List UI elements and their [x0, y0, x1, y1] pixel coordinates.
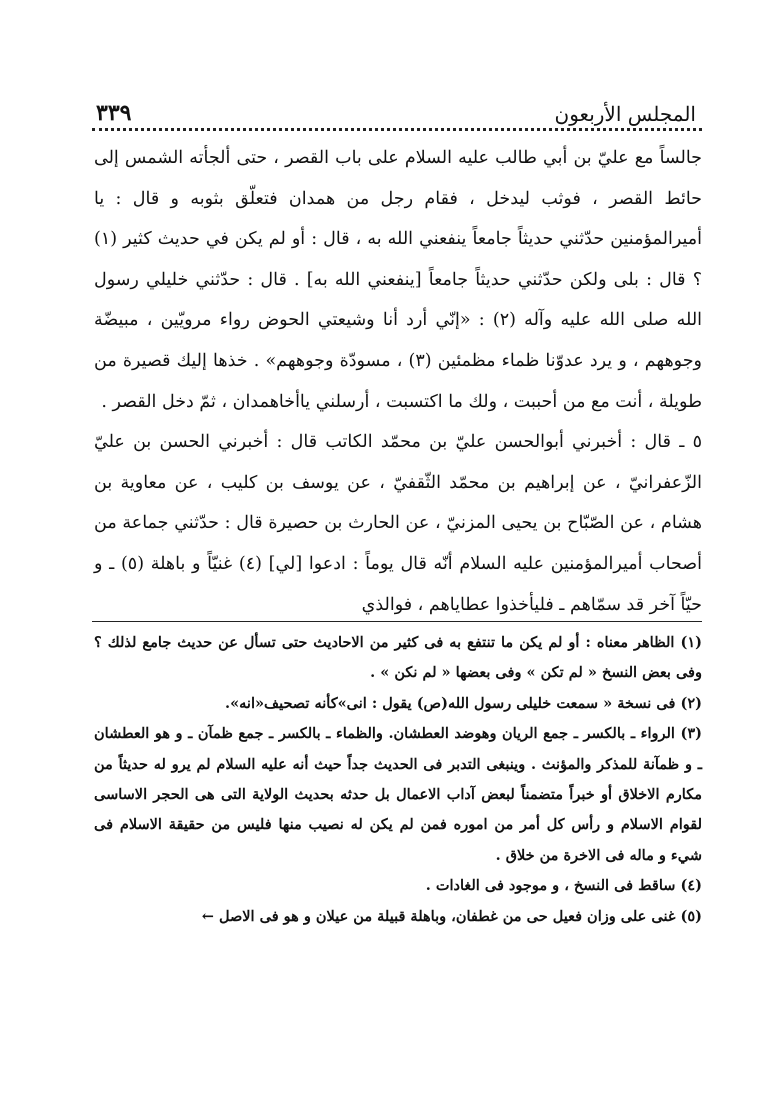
- page-number: ٣٣٩: [96, 100, 132, 126]
- body-paragraph: جالساً مع عليّ بن أبي طالب عليه السلام على باب القصر ، حتى ألجأته الشمس إلى حائط القصر ، فوثب ليدخل ، فقام رجل من همدان فتعلّق بثوبه و قال : يا أميرالمؤمنين حدّثني حديثاً جامعاً ينفعني الله به ، قال : أو لم يكن في حديث كثير (١) ؟ قال : بلى ولكن حدّثني حديثاً جامعاً [ينفعني الله به] . قال : حدّثني خليلي رسول الله صلى الله عليه وآله (٢) : «إنّي أرد أنا وشيعتي الحوض رواء مرويّين ، مبيضّة وجوههم ، و يرد عدوّنا ظماء مظمئين (٣) ، مسودّة وجوههم» . خذها إليك قصيرة من طويلة ، أنت مع من أحببت ، ولك ما اكتسبت ، أرسلني ياأخاهمدان ، ثمّ دخل القصر .: [94, 148, 703, 412]
- main-text: [94, 138, 702, 625]
- footnote: (٤) ساقط فى النسخ ، و موجود فى الغادات .: [425, 877, 702, 895]
- footnote: (٣) الرواء ـ بالكسر ـ جمع الريان وهوضد العطشان. والظماء ـ بالكسر ـ جمع ظمآن ـ و هو العطشان ـ و ظمآنة للمذكر والمؤنث . وينبغى التدبر فى الحديث جداً حيث أنه عليه السلام لم يرو له حديثاً من مكارم الاخلاق أو خبراً متضمناً لبعض آداب الاعمال بل حدثه بحديث الولاية التى هى الحجر الاساسى لقوام الاسلام و رأس كل أمر من اموره فمن لم يكن له نصيب منها فليس من حقيقة الاسلام فى شيء و ماله فى الاخرة من خلاق .: [94, 725, 702, 864]
- running-title: المجلس الأربعون: [554, 102, 696, 126]
- body-paragraph: ٥ ـ قال : أخبرني أبوالحسن عليّ بن محمّد الكاتب قال : أخبرني الحسن بن عليّ الزّعفرانيّ ، عن إبراهيم بن محمّد الثّقفيّ ، عن يوسف بن كليب ، عن معاوية بن هشام ، عن الصّبّاح بن يحيى المزنيّ ، عن الحارث بن حصيرة قال : حدّثني جماعة من أصحاب أميرالمؤمنين عليه السلام أنّه قال يوماً : ادعوا [لي] (٤) غنيّاً و باهلة (٥) ـ و حيّاً آخر قد سمّاهم ـ فليأخذوا عطاياهم ، فوالذي: [94, 432, 703, 615]
- footnotes: [94, 628, 702, 932]
- footnote: (٢) فى نسخة « سمعت خليلى رسول الله(ص) يقول : انى»كأنه تصحيف«انه».: [225, 694, 702, 712]
- footnote: (٥) غنى على وزان فعيل حى من غطفان، وباهلة قبيلة من عيلان و هو فى الاصل ←: [201, 907, 702, 925]
- footnote: (١) الظاهر معناه : أو لم يكن ما تنتفع به فى كثير من الاحاديث حتى تسأل عن حديث جامع لذلك ؟ وفى بعض النسخ « لم تكن » وفى بعضها « لم نكن » .: [94, 634, 702, 682]
- header-rule: [92, 128, 702, 131]
- footnote-rule: [92, 621, 702, 622]
- page-header: [96, 86, 696, 126]
